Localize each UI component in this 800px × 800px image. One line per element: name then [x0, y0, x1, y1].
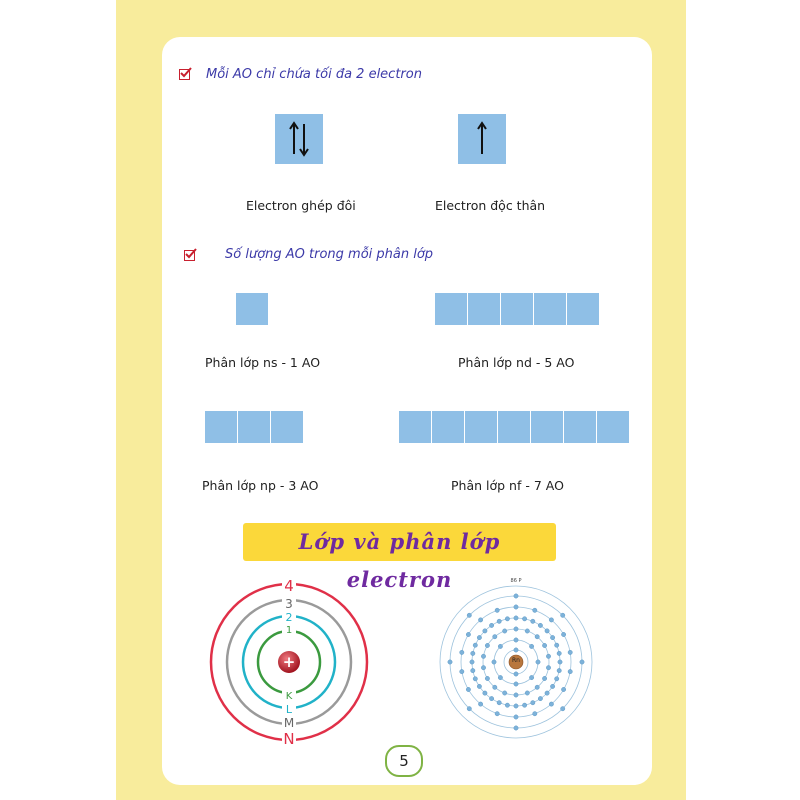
- unpaired-orbital-box: [458, 114, 506, 164]
- bohr-electron: [514, 605, 518, 609]
- ns-label: Phân lớp ns - 1 AO: [205, 355, 321, 370]
- bohr-electron: [558, 660, 562, 664]
- bohr-electron: [529, 644, 533, 648]
- bohr-electron: [483, 629, 487, 633]
- bohr-electron: [561, 613, 565, 617]
- bohr-electron: [471, 651, 475, 655]
- shell-number-4: 4: [284, 577, 294, 595]
- bohr-electron: [495, 608, 499, 612]
- bohr-electron: [533, 712, 537, 716]
- banner-title: Lớp và phân lớp electron: [298, 529, 501, 592]
- bohr-electron: [549, 702, 553, 706]
- bohr-electron: [481, 666, 485, 670]
- bohr-electron: [535, 685, 539, 689]
- bohr-electron: [549, 618, 553, 622]
- bohr-electron: [460, 669, 464, 673]
- bohr-nucleus-label: Rn: [512, 657, 520, 664]
- bohr-electron: [546, 666, 550, 670]
- bohr-electron: [561, 687, 565, 691]
- orbital-cell: [468, 293, 500, 325]
- bohr-electron: [473, 677, 477, 681]
- bohr-electron: [503, 629, 507, 633]
- bohr-electron: [460, 650, 464, 654]
- bohr-electron: [514, 648, 518, 652]
- bohr-electron: [514, 616, 518, 620]
- bohr-electron: [545, 691, 549, 695]
- bohr-electron: [503, 691, 507, 695]
- bohr-electron: [538, 623, 542, 627]
- bohr-electron: [489, 623, 493, 627]
- bohr-electron: [505, 703, 509, 707]
- bohr-electron: [568, 669, 572, 673]
- up-arrow-icon: [458, 114, 506, 164]
- bohr-electron: [514, 682, 518, 686]
- bohr-electron: [489, 696, 493, 700]
- orbital-cell: [238, 411, 270, 443]
- shell-letter-n: N: [283, 730, 295, 748]
- bohr-electron: [485, 643, 489, 647]
- bohr-electron: [555, 677, 559, 681]
- shell-letter-l: L: [285, 703, 293, 716]
- shell-number-2: 2: [285, 611, 293, 624]
- bohr-electron: [514, 672, 518, 676]
- orbital-cell: [399, 411, 431, 443]
- bohr-electron: [477, 635, 481, 639]
- bohr-electron: [477, 684, 481, 688]
- bohr-electron: [555, 643, 559, 647]
- bohr-electron: [514, 594, 518, 598]
- bohr-electron: [580, 660, 584, 664]
- bohr-electron: [542, 676, 546, 680]
- bohr-electron: [514, 704, 518, 708]
- bohr-electron: [483, 691, 487, 695]
- orbital-cell: [597, 411, 629, 443]
- bohr-electron: [467, 707, 471, 711]
- bohr-top-label: 86 P: [510, 578, 522, 584]
- checkbox-icon: [179, 69, 190, 80]
- bohr-electron: [535, 635, 539, 639]
- bohr-electron: [471, 668, 475, 672]
- bohr-electron: [546, 654, 550, 658]
- page-number: 5: [385, 745, 423, 777]
- bohr-electron: [533, 608, 537, 612]
- nd-label: Phân lớp nd - 5 AO: [458, 355, 575, 370]
- bohr-electron: [525, 691, 529, 695]
- orbital-cell: [501, 293, 533, 325]
- bohr-electron: [495, 712, 499, 716]
- bohr-electron: [538, 696, 542, 700]
- bohr-electron: [557, 651, 561, 655]
- orbital-cell: [534, 293, 566, 325]
- bohr-electron: [514, 693, 518, 697]
- nucleus-plus-icon: +: [282, 653, 296, 671]
- orbital-cell: [205, 411, 237, 443]
- bohr-electron: [467, 613, 471, 617]
- bohr-electron: [561, 707, 565, 711]
- np-label: Phân lớp np - 3 AO: [202, 478, 319, 493]
- bohr-electron: [550, 635, 554, 639]
- bohr-electron: [525, 629, 529, 633]
- bohr-electron: [492, 660, 496, 664]
- orbital-cell: [236, 293, 268, 325]
- bohr-electron: [478, 618, 482, 622]
- bohr-electron: [568, 650, 572, 654]
- bohr-electron: [481, 654, 485, 658]
- bohr-electron: [485, 676, 489, 680]
- section-heading: Số lượng AO trong mỗi phân lớp: [225, 247, 434, 262]
- bohr-electron: [497, 701, 501, 705]
- bohr-electron: [493, 635, 497, 639]
- bohr-electron: [542, 643, 546, 647]
- shell-letter-k: K: [285, 691, 293, 702]
- bohr-electron: [498, 675, 502, 679]
- orbital-cell: [465, 411, 497, 443]
- bohr-electron: [466, 687, 470, 691]
- bohr-electron: [550, 684, 554, 688]
- bohr-electron: [531, 701, 535, 705]
- bohr-electron: [522, 617, 526, 621]
- bohr-electron: [561, 632, 565, 636]
- nf-label: Phân lớp nf - 7 AO: [451, 478, 564, 493]
- orbital-cell: [567, 293, 599, 325]
- orbital-cell: [271, 411, 303, 443]
- section-heading: Mỗi AO chỉ chứa tối đa 2 electron: [206, 67, 422, 82]
- bohr-electron: [531, 619, 535, 623]
- bohr-electron: [505, 617, 509, 621]
- shell-letter-m: M: [283, 716, 295, 730]
- orbital-cell: [498, 411, 530, 443]
- unpaired-label: Electron độc thân: [435, 198, 546, 213]
- bohr-electron: [470, 660, 474, 664]
- bohr-electron: [557, 668, 561, 672]
- bohr-electron: [478, 702, 482, 706]
- bohr-electron: [522, 703, 526, 707]
- shell-number-1: 1: [285, 625, 293, 636]
- orbital-cell: [432, 411, 464, 443]
- bohr-electron: [529, 675, 533, 679]
- orbital-cell: [564, 411, 596, 443]
- bohr-electron: [497, 619, 501, 623]
- orbital-cell: [435, 293, 467, 325]
- bohr-electron: [448, 660, 452, 664]
- bohr-electron: [493, 685, 497, 689]
- bohr-electron: [473, 643, 477, 647]
- bohr-electron: [514, 715, 518, 719]
- bohr-electron: [536, 660, 540, 664]
- bohr-electron: [514, 726, 518, 730]
- shell-number-3: 3: [285, 597, 293, 611]
- bohr-electron: [466, 632, 470, 636]
- bohr-electron: [545, 629, 549, 633]
- bohr-electron: [514, 638, 518, 642]
- bohr-electron: [498, 644, 502, 648]
- checkbox-icon: [184, 250, 195, 261]
- paired-orbital-box: [275, 114, 323, 164]
- orbital-cell: [531, 411, 563, 443]
- paired-arrows-icon: [275, 114, 323, 164]
- bohr-electron: [514, 627, 518, 631]
- paired-label: Electron ghép đôi: [246, 198, 356, 213]
